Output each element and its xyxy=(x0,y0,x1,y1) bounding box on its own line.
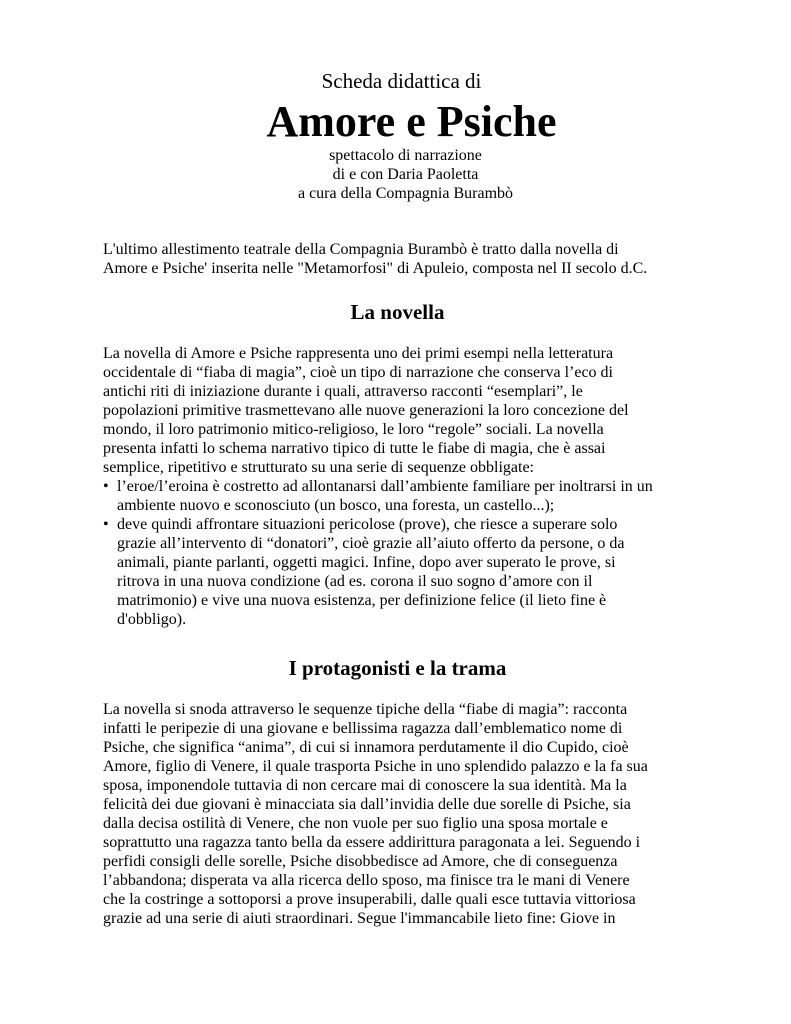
bullet-icon: • xyxy=(103,478,109,495)
text-line: infatti le peripezie di una giovane e bellissima ragazza dall’emblematico nome di xyxy=(103,720,623,737)
text-line: semplice, ripetitivo e strutturato su una serie di sequenze obbligate: xyxy=(103,459,534,476)
credits-block xyxy=(0,146,791,203)
text-line: antichi riti di iniziazione durante i quali, attraverso racconti “esemplari”, le xyxy=(103,383,583,400)
credit-line: spettacolo di narrazione xyxy=(329,147,482,164)
text-line: Amore, figlio di Venere, il quale trasporta Psiche in uno splendido palazzo e la fa sua xyxy=(103,758,648,775)
list-item xyxy=(103,477,703,515)
text-line: perfidi consigli delle sorelle, Psiche disobbedisce ad Amore, che di conseguenza xyxy=(103,853,618,870)
text-line: mondo, il loro patrimonio mitico-religioso, le loro “regole” sociali. La novella xyxy=(103,421,604,438)
text-line: La novella di Amore e Psiche rappresenta uno dei primi esempi nella letteratura xyxy=(103,345,614,362)
text-line: presenta infatti lo schema narrativo tipico di tutte le fiabe di magia, che è assai xyxy=(103,440,606,457)
text-line: animali, piante parlanti, oggetti magici. Infine, dopo aver superato le prove, si xyxy=(117,554,616,571)
text-line: ritrova in una nuova condizione (ad es. corona il suo sogno d’amore con il xyxy=(117,573,593,590)
text-line: che la costringe a sottoporsi a prove insuperabili, dalle quali esce tuttavia vittoriosa xyxy=(103,891,636,908)
section-heading-protagonisti: I protagonisti e la trama xyxy=(288,656,507,680)
text-line: La novella si snoda attraverso le sequenze tipiche della “fiabe di magia”: racconta xyxy=(103,701,628,718)
text-line: soprattutto una ragazza tanto bella da essere addirittura paragonata a lei. Seguendo i xyxy=(103,834,641,851)
text-line: L'ultimo allestimento teatrale della Compagnia Burambò è tratto dalla novella di xyxy=(103,241,619,258)
text-line: grazie ad una serie di aiuti straordinari. Segue l'immancabile lieto fine: Giove in xyxy=(103,910,616,927)
novella-paragraph xyxy=(103,344,691,477)
text-line: sposa, imponendole tuttavia di non cercare mai di conoscere la sua identità. Ma la xyxy=(103,777,627,794)
text-line: felicità dei due giovani è minacciata sia dall’invidia delle due sorelle di Psiche, sia xyxy=(103,796,631,813)
credit-line: a cura della Compagnia Burambò xyxy=(297,185,514,202)
text-line: dalla decisa ostilità di Venere, che non vuole per suo figlio una sposa mortale e xyxy=(103,815,608,832)
text-line: matrimonio) e vive una nuova esistenza, per definizione felice (il lieto fine è xyxy=(117,592,607,609)
pre-title: Scheda didattica di xyxy=(321,69,482,93)
text-line: popolazioni primitive trasmettevano alle nuove generazioni la loro concezione del xyxy=(103,402,629,419)
credit-line: di e con Daria Paoletta xyxy=(332,166,479,183)
text-line: Amore e Psiche' inserita nelle "Metamorfosi" di Apuleio, composta nel II secolo d.C. xyxy=(103,260,648,277)
text-line: d'obbligo). xyxy=(117,611,187,628)
text-line: l’abbandona; disperata va alla ricerca dello sposo, ma finisce tra le mani di Venere xyxy=(103,872,630,889)
list-item xyxy=(103,515,703,629)
trama-paragraph xyxy=(103,700,691,928)
text-line: deve quindi affrontare situazioni pericolose (prove), che riesce a superare solo xyxy=(117,516,618,533)
intro-paragraph xyxy=(103,240,691,278)
text-line: l’eroe/l’eroina è costretto ad allontanarsi dall’ambiente familiare per inoltrarsi in un xyxy=(117,478,653,495)
text-line: Psiche, che significa “anima”, di cui si innamora perdutamente il dio Cupido, cioè xyxy=(103,739,629,756)
text-line: grazie all’intervento di “donatori”, cioè grazie all’aiuto offerto da persone, o da xyxy=(117,535,625,552)
section-heading-novella: La novella xyxy=(350,300,445,324)
bullet-icon: • xyxy=(103,516,109,533)
sequence-bullet-list xyxy=(103,477,703,629)
page-title: Amore e Psiche xyxy=(266,97,557,146)
text-line: ambiente nuovo e sconosciuto (un bosco, una foresta, un castello...); xyxy=(117,497,555,514)
text-line: occidentale di “fiaba di magia”, cioè un tipo di narrazione che conserva l’eco di xyxy=(103,364,613,381)
